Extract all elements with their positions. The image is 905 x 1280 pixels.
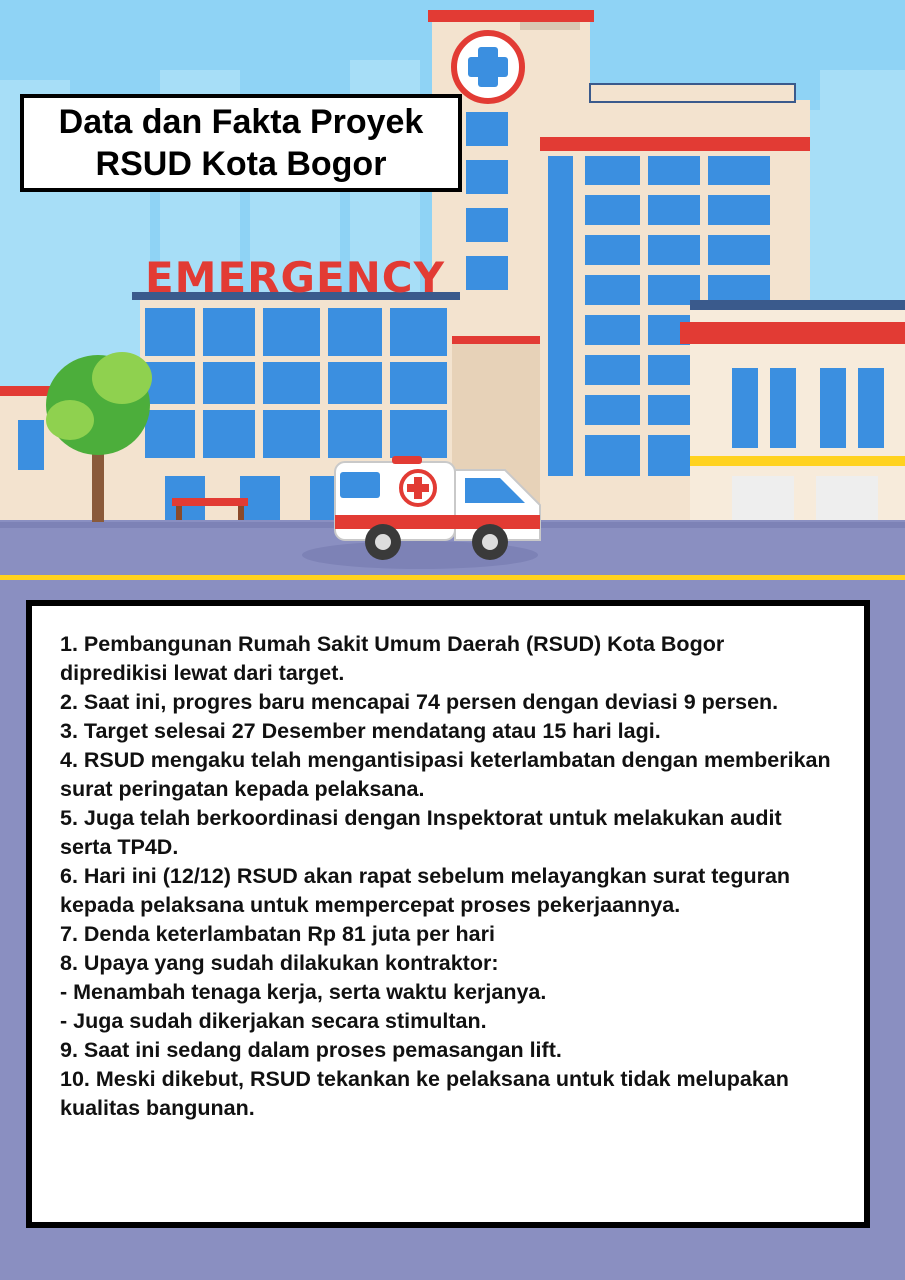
fact-item: 9. Saat ini sedang dalam proses pemasangan lift.	[60, 1038, 562, 1062]
page-title-line-2: RSUD Kota Bogor	[95, 145, 387, 183]
fact-item: 5. Juga telah berkoordinasi dengan Inspektorat untuk melakukan audit serta TP4D.	[60, 806, 782, 859]
fact-item: - Menambah tenaga kerja, serta waktu kerjanya.	[60, 980, 547, 1004]
facts-panel	[26, 600, 870, 1228]
fact-item: - Juga sudah dikerjakan secara stimultan.	[60, 1009, 487, 1033]
emergency-sign: EMERGENCY	[144, 253, 446, 302]
fact-item: 4. RSUD mengaku telah mengantisipasi keterlambatan dengan memberikan surat peringatan kepada pelaksana.	[60, 748, 831, 801]
fact-item: 3. Target selesai 27 Desember mendatang atau 15 hari lagi.	[60, 719, 661, 743]
fact-item: 7. Denda keterlambatan Rp 81 juta per hari	[60, 922, 495, 946]
fact-item: 8. Upaya yang sudah dilakukan kontraktor:	[60, 951, 499, 975]
hospital-illustration	[0, 0, 905, 580]
fact-item: 10. Meski dikebut, RSUD tekankan ke pelaksana untuk tidak melupakan kualitas bangunan.	[60, 1067, 789, 1120]
fact-item: 2. Saat ini, progres baru mencapai 74 persen dengan deviasi 9 persen.	[60, 690, 779, 714]
fact-item: 1. Pembangunan Rumah Sakit Umum Daerah (RSUD) Kota Bogor dipredikisi lewat dari target.	[60, 632, 725, 685]
page-title-line-1: Data dan Fakta Proyek	[58, 103, 424, 141]
facts-list	[60, 630, 836, 1123]
fact-item: 6. Hari ini (12/12) RSUD akan rapat sebelum melayangkan surat teguran kepada pelaksana untuk mempercepat proses pekerjaannya.	[60, 864, 791, 917]
title-box	[20, 94, 462, 192]
